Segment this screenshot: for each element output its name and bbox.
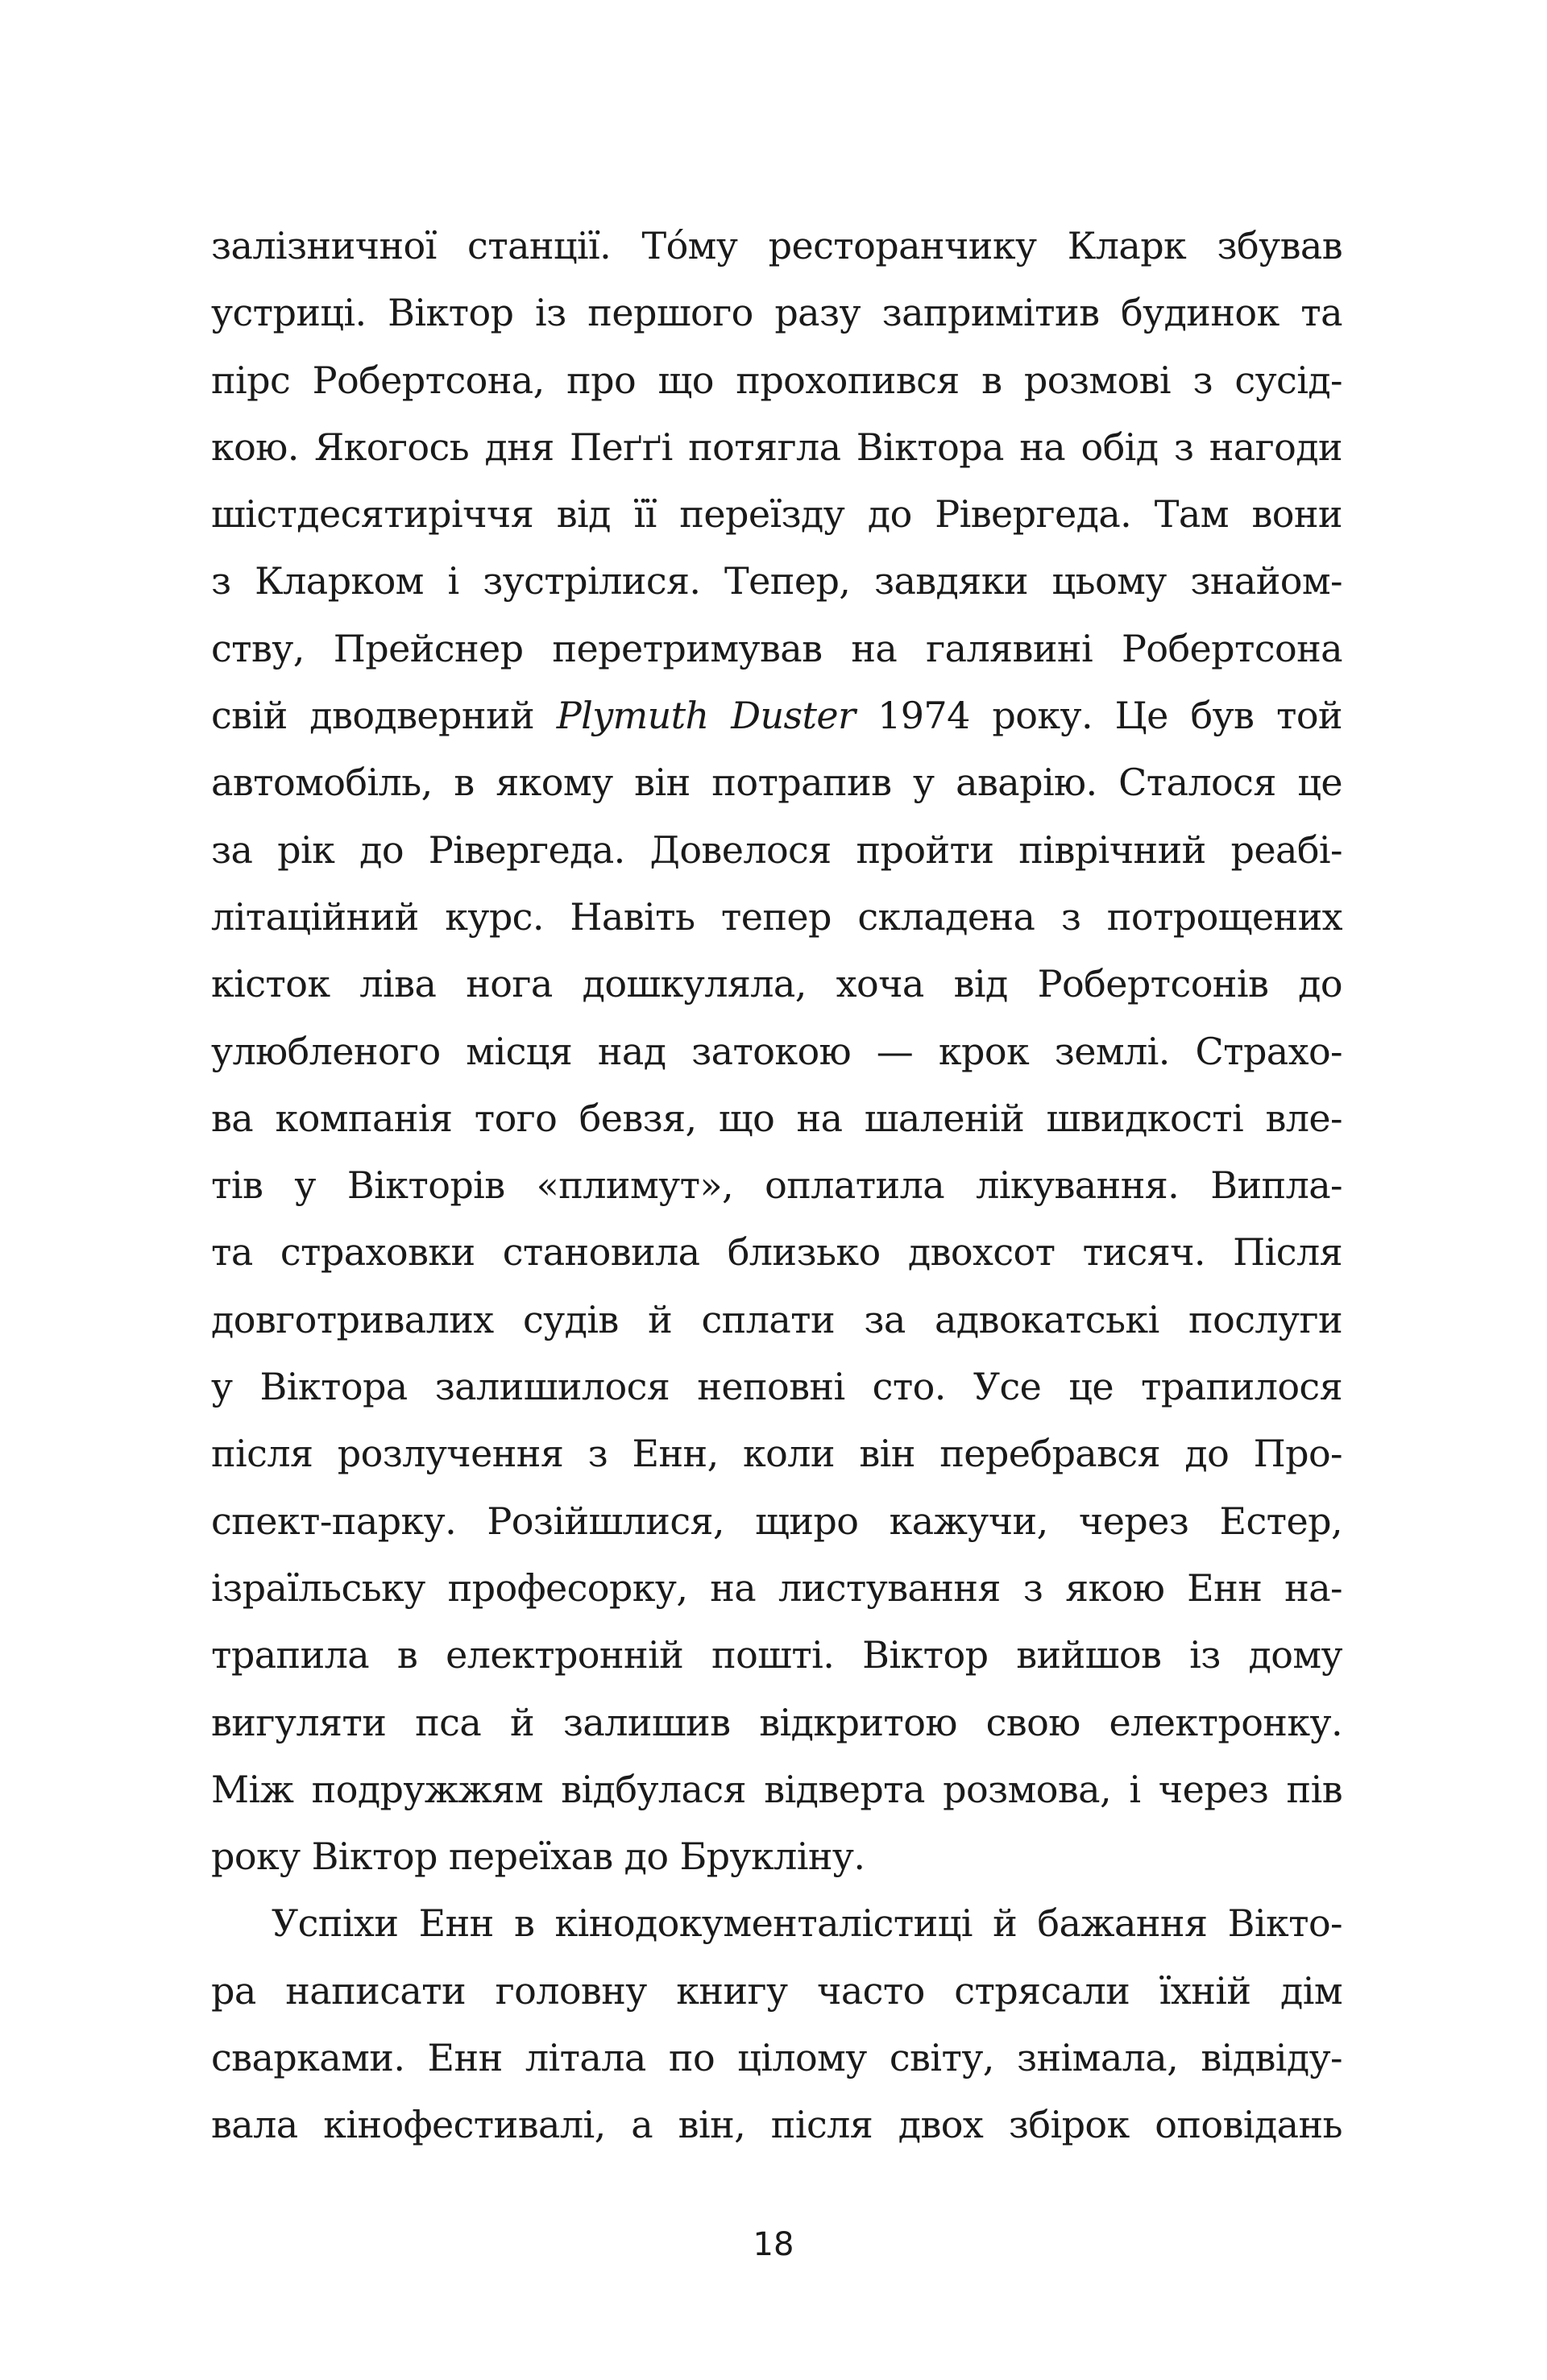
page-number: 18: [753, 2226, 794, 2263]
paragraph-2: [211, 1890, 1342, 2158]
text-line: залізничної станції. То́му ресторанчику Кларк збував: [211, 224, 1342, 267]
text-line: трапила в електронній пошті. Віктор вийшов із дому: [211, 1633, 1342, 1677]
text-line: спект-парку. Розійшлися, щиро кажучи, через Естер,: [211, 1499, 1342, 1543]
text-line: літаційний курс. Навіть тепер складена з потрощених: [211, 894, 1342, 939]
text-line: кісток ліва нога дошкуляла, хоча від Робертсонів до: [211, 962, 1342, 1006]
text-line: та страховки становила близько двохсот тисяч. Після: [211, 1230, 1342, 1275]
text-line: довготривалих судів й сплати за адвокатські послуги: [211, 1297, 1342, 1341]
text-line: автомобіль, в якому він потрапив у аварію. Сталося це: [211, 761, 1342, 805]
car-model-italic: Plymuth Duster: [556, 694, 856, 738]
text-line: за рік до Рівергеда. Довелося пройти піврічний реабі-: [211, 827, 1342, 872]
text-line: у Віктора залишилося неповні сто. Усе це трапилося: [211, 1365, 1342, 1409]
text-line: ва компанія того бевзя, що на шаленій швидкості вле-: [211, 1096, 1342, 1140]
text-line: тів у Вікторів «плимут», оплатила лікування. Випла-: [211, 1163, 1342, 1208]
text-line: устриці. Віктор із першого разу запримітив будинок та: [211, 291, 1342, 335]
text-line: ству, Прейснер перетримував на галявині Робертсона: [211, 626, 1342, 670]
text-line: Між подружжям відбулася відверта розмова, і через пів: [211, 1767, 1342, 1811]
text-line-indented: Успіхи Енн в кінодокументалістиці й бажання Вікто-: [272, 1901, 1342, 1946]
text-line: після розлучення з Енн, коли він перебрався до Про-: [211, 1432, 1342, 1476]
text-line: сварками. Енн літала по цілому світу, знімала, відвіду-: [211, 2036, 1342, 2080]
text-line: вигуляти пса й залишив відкритою свою електронку.: [211, 1700, 1342, 1744]
text-line: ізраїльську професорку, на листування з якою Енн на-: [211, 1565, 1342, 1610]
text-line: з Кларком і зустрілися. Тепер, завдяки цьому знайом-: [211, 559, 1342, 603]
body-text: [211, 213, 1342, 2159]
text-line: ра написати головну книгу часто стрясали їхній дім: [211, 1968, 1342, 2013]
text-line: улюбленого місця над затокою — крок землі. Страхо-: [211, 1029, 1342, 1073]
text-segment: 1974 року. Це був той: [855, 694, 1342, 738]
text-line: пірс Робертсона, про що прохопився в розмові з сусід-: [211, 358, 1342, 402]
text-line-with-italic: [211, 682, 1342, 749]
text-line: вала кінофестивалі, а він, після двох збірок оповідань: [211, 2103, 1342, 2147]
paragraph-1: [211, 213, 1342, 1890]
text-line: кою. Якогось дня Пеґґі потягла Віктора на обід з нагоди: [211, 425, 1342, 469]
text-line: шістдесятиріччя від її переїзду до Рівергеда. Там вони: [211, 492, 1342, 537]
text-segment: свій дводверний: [211, 694, 557, 738]
text-line-paragraph-end: року Віктор переїхав до Брукліну.: [211, 1835, 865, 1879]
